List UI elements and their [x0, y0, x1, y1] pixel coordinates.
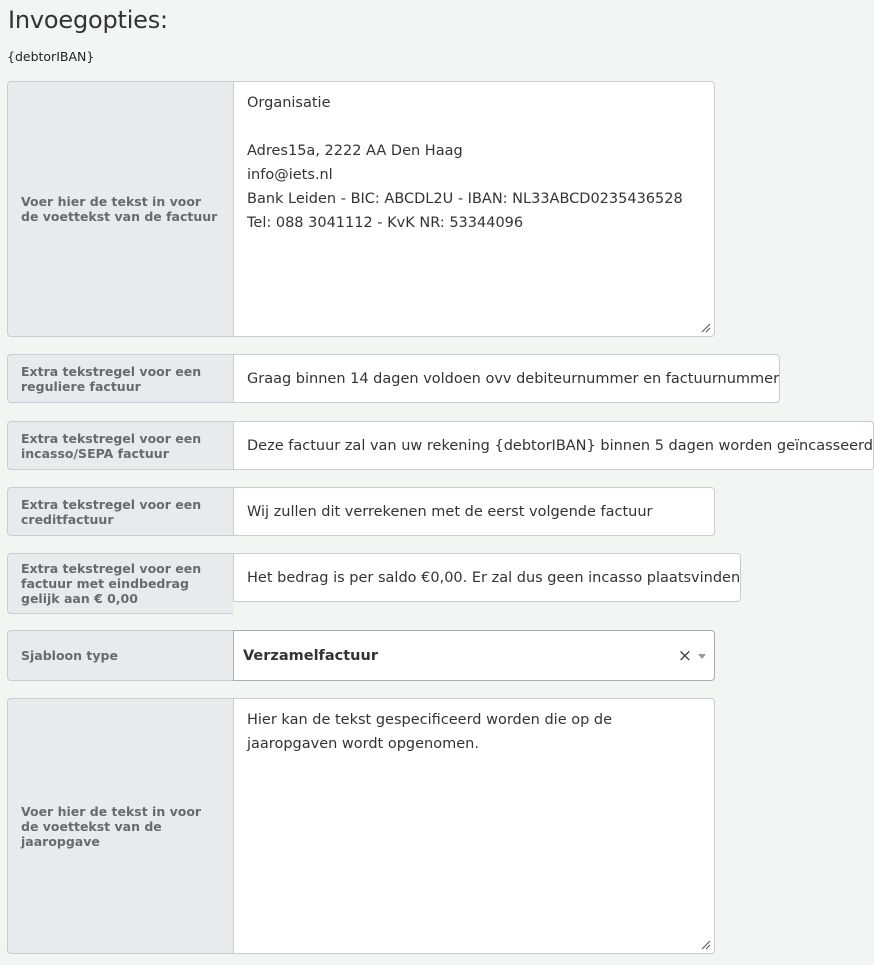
template-type-select[interactable] [233, 630, 715, 681]
annual-footer-textarea[interactable] [233, 698, 715, 954]
insert-option-debtor-iban: {debtorIBAN} [7, 49, 95, 64]
resize-grip-icon[interactable] [701, 940, 711, 950]
invoice-footer-label: Voer hier de tekst in voor de voettekst van de factuur [7, 81, 233, 337]
zero-amount-row [7, 553, 741, 614]
annual-footer-row [7, 698, 715, 954]
sepa-invoice-label: Extra tekstregel voor een incasso/SEPA factuur [7, 421, 233, 470]
regular-invoice-input[interactable]: Graag binnen 14 dagen voldoen ovv debiteurnummer en factuurnummer [233, 354, 780, 403]
sepa-invoice-row [7, 421, 873, 470]
credit-invoice-label: Extra tekstregel voor een creditfactuur [7, 487, 233, 536]
template-type-row [7, 630, 715, 681]
chevron-down-icon[interactable] [698, 654, 706, 659]
regular-invoice-row [7, 354, 780, 403]
invoice-footer-text[interactable]: Organisatie Adres15a, 2222 AA Den Haag info@iets.nl Bank Leiden - BIC: ABCDL2U - IBAN: NL33ABCD0235436528 Tel: 088 3041112 - KvK NR: 53344096 [247, 95, 683, 231]
template-type-value: Verzamelfactuur [243, 647, 378, 664]
invoice-footer-textarea[interactable] [233, 81, 715, 337]
clear-icon[interactable]: × [677, 645, 692, 666]
regular-invoice-label: Extra tekstregel voor een reguliere factuur [7, 354, 233, 403]
credit-invoice-row [7, 487, 715, 536]
annual-footer-text[interactable]: Hier kan de tekst gespecificeerd worden die op de jaaropgaven wordt opgenomen. [247, 712, 613, 752]
zero-amount-input[interactable]: Het bedrag is per saldo €0,00. Er zal dus geen incasso plaatsvinden [233, 553, 741, 602]
invoice-footer-row [7, 81, 715, 337]
annual-footer-label: Voer hier de tekst in voor de voettekst van de jaaropgave [7, 698, 233, 954]
template-type-label: Sjabloon type [7, 630, 233, 681]
zero-amount-label: Extra tekstregel voor een factuur met eindbedrag gelijk aan € 0,00 [7, 553, 233, 614]
section-heading: Invoegopties: [8, 6, 168, 34]
credit-invoice-input[interactable]: Wij zullen dit verrekenen met de eerst volgende factuur [233, 487, 715, 536]
sepa-invoice-input[interactable]: Deze factuur zal van uw rekening {debtorIBAN} binnen 5 dagen worden geïncasseerd [233, 421, 874, 470]
resize-grip-icon[interactable] [701, 323, 711, 333]
